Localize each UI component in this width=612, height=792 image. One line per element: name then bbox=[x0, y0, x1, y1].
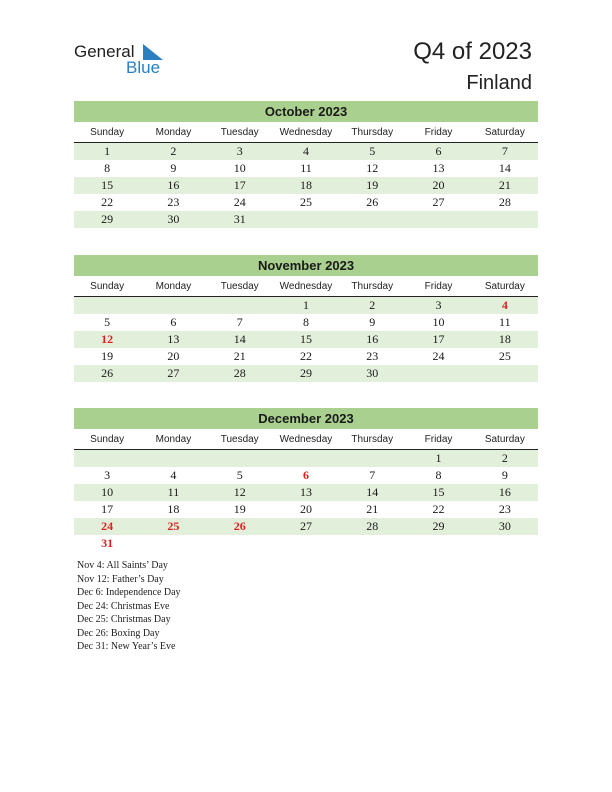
date-cell bbox=[207, 535, 273, 552]
weekday-label: Tuesday bbox=[220, 281, 259, 292]
date-cell: 13 bbox=[299, 485, 312, 499]
date-cell: 6 bbox=[170, 315, 177, 329]
date-cell: 13 bbox=[432, 161, 445, 175]
date-cell: 5 bbox=[236, 468, 243, 482]
month-title: November 2023 bbox=[74, 255, 538, 276]
date-cell: 17 bbox=[233, 178, 246, 192]
date-cell: 11 bbox=[300, 161, 312, 175]
weekday-header-row bbox=[74, 432, 538, 450]
weekday-label: Monday bbox=[155, 127, 192, 138]
weekday-label: Monday bbox=[155, 434, 192, 445]
date-cell: 8 bbox=[435, 468, 442, 482]
date-cell: 14 bbox=[233, 332, 246, 346]
date-cell: 12 bbox=[233, 485, 246, 499]
week-row bbox=[74, 501, 538, 518]
date-cell: 4 bbox=[170, 468, 177, 482]
date-cell: 16 bbox=[167, 178, 180, 192]
weekday-label: Thursday bbox=[351, 434, 394, 445]
date-cell bbox=[273, 211, 339, 228]
date-cell: 14 bbox=[498, 161, 511, 175]
week-row bbox=[74, 348, 538, 365]
date-cell: 5 bbox=[104, 315, 111, 329]
date-cell: 30 bbox=[366, 366, 379, 380]
date-cell: 25 bbox=[299, 195, 312, 209]
date-cell: 26 bbox=[366, 195, 379, 209]
date-cell: 29 bbox=[299, 366, 312, 380]
week-row bbox=[74, 484, 538, 501]
date-cell bbox=[339, 211, 405, 228]
date-cell: 18 bbox=[167, 502, 180, 516]
weekday-label: Sunday bbox=[90, 434, 125, 445]
date-cell: 23 bbox=[167, 195, 180, 209]
date-cell: 1 bbox=[104, 144, 111, 158]
holiday-date-cell: 6 bbox=[302, 468, 309, 482]
week-row bbox=[74, 314, 538, 331]
weekday-label: Friday bbox=[424, 434, 453, 445]
week-row bbox=[74, 331, 538, 348]
date-cell: 11 bbox=[499, 315, 511, 329]
date-cell: 21 bbox=[366, 502, 379, 516]
week-row bbox=[74, 297, 538, 314]
date-cell bbox=[140, 297, 206, 314]
date-cell bbox=[74, 450, 140, 467]
page-title: Q4 of 2023 bbox=[413, 38, 532, 65]
date-cell: 20 bbox=[299, 502, 312, 516]
week-row bbox=[74, 143, 538, 160]
date-cell: 11 bbox=[167, 485, 180, 499]
week-row bbox=[74, 467, 538, 484]
date-cell: 27 bbox=[432, 195, 445, 209]
date-cell: 28 bbox=[498, 195, 511, 209]
holiday-date-cell: 31 bbox=[101, 536, 114, 550]
date-cell: 30 bbox=[498, 519, 511, 533]
date-cell: 2 bbox=[369, 298, 376, 312]
month-block bbox=[74, 255, 538, 382]
weekday-label: Thursday bbox=[351, 281, 394, 292]
date-cell: 8 bbox=[302, 315, 309, 329]
holiday-note: Dec 24: Christmas Eve bbox=[77, 600, 170, 612]
date-cell bbox=[207, 297, 273, 314]
date-cell: 13 bbox=[167, 332, 180, 346]
date-cell: 3 bbox=[104, 468, 111, 482]
date-cell: 25 bbox=[498, 349, 511, 363]
date-cell: 9 bbox=[501, 468, 508, 482]
week-row bbox=[74, 450, 538, 467]
date-cell: 23 bbox=[498, 502, 511, 516]
weekday-label: Tuesday bbox=[220, 127, 259, 138]
weekday-label: Monday bbox=[155, 281, 192, 292]
date-cell bbox=[472, 211, 538, 228]
date-cell bbox=[207, 450, 273, 467]
page-subtitle: Finland bbox=[466, 72, 532, 94]
date-cell: 21 bbox=[498, 178, 511, 192]
holiday-date-cell: 26 bbox=[233, 519, 246, 533]
holiday-note: Dec 6: Independence Day bbox=[77, 587, 181, 598]
date-cell: 28 bbox=[233, 366, 246, 380]
date-cell bbox=[74, 297, 140, 314]
date-cell: 26 bbox=[101, 366, 114, 380]
date-cell: 6 bbox=[435, 144, 442, 158]
weekday-label: Saturday bbox=[484, 127, 525, 138]
date-cell: 9 bbox=[170, 161, 177, 175]
date-cell: 7 bbox=[236, 315, 243, 329]
holiday-date-cell: 24 bbox=[101, 519, 114, 533]
week-row bbox=[74, 211, 538, 228]
weekday-label: Sunday bbox=[90, 127, 125, 138]
date-cell: 8 bbox=[104, 161, 111, 175]
logo-word-general: General bbox=[74, 42, 135, 61]
date-cell: 20 bbox=[432, 178, 445, 192]
weekday-label: Wednesday bbox=[279, 434, 333, 445]
date-cell: 5 bbox=[369, 144, 376, 158]
date-cell: 15 bbox=[299, 332, 312, 346]
month-title: October 2023 bbox=[74, 101, 538, 122]
date-cell: 10 bbox=[233, 161, 246, 175]
date-cell: 19 bbox=[101, 349, 114, 363]
holiday-list bbox=[77, 559, 181, 654]
week-row bbox=[74, 177, 538, 194]
date-cell bbox=[472, 365, 538, 382]
week-row bbox=[74, 194, 538, 211]
weekday-label: Thursday bbox=[351, 127, 394, 138]
brand-logo bbox=[74, 42, 174, 78]
date-cell: 9 bbox=[369, 315, 376, 329]
date-cell: 19 bbox=[233, 502, 246, 516]
weekday-label: Saturday bbox=[484, 434, 525, 445]
date-cell: 7 bbox=[501, 144, 508, 158]
date-cell: 20 bbox=[167, 349, 180, 363]
date-cell: 24 bbox=[233, 195, 246, 209]
date-cell: 22 bbox=[101, 195, 114, 209]
weekday-header-row bbox=[74, 279, 538, 297]
date-cell: 1 bbox=[302, 298, 309, 312]
date-cell: 4 bbox=[302, 144, 309, 158]
date-cell: 1 bbox=[435, 451, 442, 465]
date-cell bbox=[405, 365, 471, 382]
date-cell: 7 bbox=[369, 468, 376, 482]
holiday-note: Dec 25: Christmas Day bbox=[77, 614, 171, 625]
date-cell bbox=[472, 535, 538, 552]
weekday-label: Saturday bbox=[484, 281, 525, 292]
month-block bbox=[74, 408, 538, 552]
date-cell: 29 bbox=[432, 519, 445, 533]
holiday-note: Nov 12: Father’s Day bbox=[77, 573, 164, 585]
date-cell: 15 bbox=[101, 178, 114, 192]
holiday-note: Dec 31: New Year’s Eve bbox=[77, 641, 176, 652]
date-cell: 22 bbox=[432, 502, 445, 516]
date-cell: 28 bbox=[366, 519, 379, 533]
date-cell: 2 bbox=[170, 144, 177, 158]
date-cell: 17 bbox=[432, 332, 445, 346]
month-block bbox=[74, 101, 538, 228]
date-cell bbox=[405, 535, 471, 552]
date-cell: 2 bbox=[501, 451, 508, 465]
weekday-label: Tuesday bbox=[220, 434, 259, 445]
date-cell: 14 bbox=[366, 485, 379, 499]
date-cell bbox=[140, 450, 206, 467]
weekday-header-row bbox=[74, 125, 538, 143]
date-cell: 3 bbox=[236, 144, 243, 158]
date-cell: 15 bbox=[432, 485, 445, 499]
holiday-note: Nov 4: All Saints’ Day bbox=[77, 560, 168, 571]
holiday-date-cell: 25 bbox=[167, 519, 180, 533]
week-row bbox=[74, 518, 538, 535]
date-cell: 3 bbox=[435, 298, 442, 312]
holiday-date-cell: 12 bbox=[101, 332, 114, 346]
date-cell: 23 bbox=[366, 349, 379, 363]
date-cell: 30 bbox=[167, 212, 180, 226]
date-cell bbox=[273, 450, 339, 467]
date-cell: 27 bbox=[167, 366, 180, 380]
date-cell: 18 bbox=[498, 332, 511, 346]
date-cell: 27 bbox=[299, 519, 312, 533]
date-cell: 18 bbox=[299, 178, 312, 192]
week-row bbox=[74, 365, 538, 382]
date-cell: 19 bbox=[366, 178, 379, 192]
date-cell: 22 bbox=[299, 349, 312, 363]
date-cell bbox=[339, 450, 405, 467]
date-cell: 31 bbox=[233, 212, 246, 226]
holiday-date-cell: 4 bbox=[501, 298, 508, 312]
date-cell: 21 bbox=[233, 349, 246, 363]
week-row bbox=[74, 535, 538, 552]
date-cell bbox=[140, 535, 206, 552]
weekday-label: Friday bbox=[424, 281, 453, 292]
date-cell bbox=[273, 535, 339, 552]
date-cell: 12 bbox=[366, 161, 379, 175]
weekday-label: Wednesday bbox=[279, 127, 333, 138]
weekday-label: Wednesday bbox=[279, 281, 333, 292]
weekday-label: Sunday bbox=[90, 281, 125, 292]
date-cell: 24 bbox=[432, 349, 445, 363]
date-cell: 16 bbox=[366, 332, 379, 346]
date-cell bbox=[405, 211, 471, 228]
date-cell: 10 bbox=[432, 315, 445, 329]
holiday-note: Dec 26: Boxing Day bbox=[77, 627, 160, 639]
week-row bbox=[74, 160, 538, 177]
date-cell: 10 bbox=[101, 485, 114, 499]
date-cell: 17 bbox=[101, 502, 114, 516]
date-cell: 29 bbox=[101, 212, 114, 226]
weekday-label: Friday bbox=[424, 127, 453, 138]
month-title: December 2023 bbox=[74, 408, 538, 429]
logo-word-blue: Blue bbox=[126, 58, 161, 77]
date-cell bbox=[339, 535, 405, 552]
date-cell: 16 bbox=[498, 485, 511, 499]
